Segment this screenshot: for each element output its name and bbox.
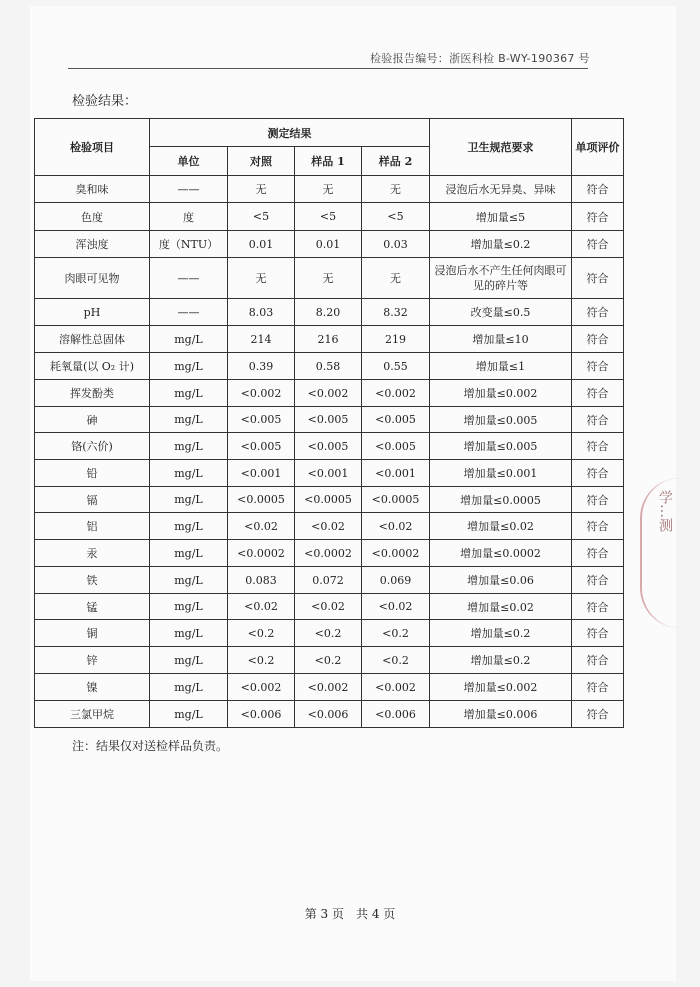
- cell-sample-1-value: 无: [295, 176, 362, 203]
- cell-evaluation: 符合: [572, 407, 624, 433]
- cell-control-value: <5: [228, 203, 295, 231]
- header-rule: [68, 68, 588, 69]
- cell-standard: 浸泡后水无异臭、异味: [430, 176, 572, 203]
- cell-unit: mg/L: [150, 487, 228, 513]
- section-title: 检验结果：: [72, 94, 138, 109]
- cell-evaluation: 符合: [572, 540, 624, 567]
- cell-evaluation: 符合: [572, 701, 624, 728]
- cell-sample-2-value: <0.2: [362, 620, 430, 647]
- cell-standard: 增加量≤0.02: [430, 513, 572, 540]
- header-sample-1: 样品 1: [295, 147, 362, 176]
- cell-standard: 改变量≤0.5: [430, 299, 572, 326]
- table-row: [35, 353, 624, 380]
- cell-control-value: <0.02: [228, 513, 295, 540]
- cell-item-name: 锰: [35, 594, 150, 620]
- cell-unit: mg/L: [150, 407, 228, 433]
- cell-control-value: <0.2: [228, 620, 295, 647]
- cell-standard: 增加量≤0.0005: [430, 487, 572, 513]
- cell-standard: 浸泡后水不产生任何肉眼可见的碎片等: [430, 258, 572, 299]
- cell-sample-1-value: 8.20: [295, 299, 362, 326]
- cell-unit: mg/L: [150, 540, 228, 567]
- cell-control-value: 0.39: [228, 353, 295, 380]
- cell-standard: 增加量≤1: [430, 353, 572, 380]
- cell-item-name: 浑浊度: [35, 231, 150, 258]
- cell-unit: ——: [150, 258, 228, 299]
- cell-item-name: pH: [35, 299, 150, 326]
- cell-evaluation: 符合: [572, 620, 624, 647]
- cell-unit: mg/L: [150, 674, 228, 701]
- cell-sample-1-value: <0.006: [295, 701, 362, 728]
- cell-item-name: 汞: [35, 540, 150, 567]
- note: 注：结果仅对送检样品负责。: [72, 739, 229, 753]
- cell-sample-1-value: <0.001: [295, 460, 362, 487]
- cell-sample-2-value: <5: [362, 203, 430, 231]
- cell-sample-2-value: 0.069: [362, 567, 430, 594]
- cell-control-value: <0.001: [228, 460, 295, 487]
- cell-item-name: 铜: [35, 620, 150, 647]
- cell-standard: 增加量≤0.0002: [430, 540, 572, 567]
- stamp-text: 学…测: [657, 490, 673, 532]
- cell-item-name: 臭和味: [35, 176, 150, 203]
- cell-item-name: 镉: [35, 487, 150, 513]
- header-results: 测定结果: [150, 119, 430, 147]
- results-table: [34, 118, 624, 728]
- cell-control-value: 无: [228, 176, 295, 203]
- cell-sample-1-value: 0.58: [295, 353, 362, 380]
- cell-unit: 度（NTU）: [150, 231, 228, 258]
- cell-sample-2-value: <0.002: [362, 380, 430, 407]
- cell-control-value: <0.002: [228, 380, 295, 407]
- header-item: 检验项目: [35, 119, 150, 176]
- cell-standard: 增加量≤0.06: [430, 567, 572, 594]
- cell-standard: 增加量≤0.001: [430, 460, 572, 487]
- cell-unit: ——: [150, 176, 228, 203]
- cell-sample-1-value: <5: [295, 203, 362, 231]
- cell-item-name: 铬(六价): [35, 433, 150, 460]
- table-row: [35, 433, 624, 460]
- cell-sample-1-value: <0.2: [295, 647, 362, 674]
- table-row: [35, 540, 624, 567]
- cell-sample-1-value: 0.072: [295, 567, 362, 594]
- cell-control-value: 0.083: [228, 567, 295, 594]
- cell-item-name: 铝: [35, 513, 150, 540]
- cell-sample-1-value: <0.005: [295, 407, 362, 433]
- cell-sample-2-value: 0.03: [362, 231, 430, 258]
- table-row: [35, 647, 624, 674]
- cell-control-value: <0.0002: [228, 540, 295, 567]
- cell-item-name: 铁: [35, 567, 150, 594]
- cell-unit: mg/L: [150, 647, 228, 674]
- cell-evaluation: 符合: [572, 513, 624, 540]
- cell-control-value: 8.03: [228, 299, 295, 326]
- cell-standard: 增加量≤10: [430, 326, 572, 353]
- cell-sample-1-value: <0.2: [295, 620, 362, 647]
- cell-sample-2-value: <0.002: [362, 674, 430, 701]
- cell-sample-1-value: <0.02: [295, 513, 362, 540]
- cell-evaluation: 符合: [572, 299, 624, 326]
- header-standard: 卫生规范要求: [430, 119, 572, 176]
- table-row: [35, 620, 624, 647]
- cell-sample-2-value: <0.005: [362, 433, 430, 460]
- cell-evaluation: 符合: [572, 487, 624, 513]
- cell-evaluation: 符合: [572, 460, 624, 487]
- cell-control-value: 214: [228, 326, 295, 353]
- cell-item-name: 溶解性总固体: [35, 326, 150, 353]
- cell-unit: mg/L: [150, 326, 228, 353]
- cell-sample-1-value: 216: [295, 326, 362, 353]
- cell-sample-2-value: 无: [362, 176, 430, 203]
- cell-sample-1-value: <0.002: [295, 380, 362, 407]
- cell-evaluation: 符合: [572, 647, 624, 674]
- cell-sample-2-value: <0.0002: [362, 540, 430, 567]
- cell-standard: 增加量≤0.005: [430, 407, 572, 433]
- table-row: [35, 407, 624, 433]
- cell-sample-2-value: 8.32: [362, 299, 430, 326]
- cell-sample-2-value: <0.2: [362, 647, 430, 674]
- cell-item-name: 三氯甲烷: [35, 701, 150, 728]
- header-unit: 单位: [150, 147, 228, 176]
- cell-sample-2-value: <0.005: [362, 407, 430, 433]
- cell-evaluation: 符合: [572, 380, 624, 407]
- table-row: [35, 380, 624, 407]
- cell-sample-2-value: 无: [362, 258, 430, 299]
- table-row: [35, 513, 624, 540]
- cell-evaluation: 符合: [572, 433, 624, 460]
- page-footer: 第 3 页 共 4 页: [304, 907, 396, 921]
- cell-sample-1-value: <0.0005: [295, 487, 362, 513]
- cell-control-value: <0.02: [228, 594, 295, 620]
- cell-standard: 增加量≤0.2: [430, 620, 572, 647]
- cell-standard: 增加量≤0.02: [430, 594, 572, 620]
- cell-item-name: 挥发酚类: [35, 380, 150, 407]
- cell-item-name: 肉眼可见物: [35, 258, 150, 299]
- cell-sample-1-value: <0.0002: [295, 540, 362, 567]
- cell-standard: 增加量≤0.2: [430, 647, 572, 674]
- cell-unit: ——: [150, 299, 228, 326]
- header-eval: 单项评价: [572, 119, 624, 176]
- cell-unit: mg/L: [150, 701, 228, 728]
- cell-evaluation: 符合: [572, 594, 624, 620]
- cell-sample-2-value: <0.006: [362, 701, 430, 728]
- table-row: [35, 326, 624, 353]
- cell-sample-2-value: <0.001: [362, 460, 430, 487]
- cell-unit: mg/L: [150, 594, 228, 620]
- header-sample-2: 样品 2: [362, 147, 430, 176]
- header-control: 对照: [228, 147, 295, 176]
- cell-sample-2-value: <0.02: [362, 594, 430, 620]
- cell-standard: 增加量≤0.002: [430, 674, 572, 701]
- cell-evaluation: 符合: [572, 353, 624, 380]
- table-row: [35, 567, 624, 594]
- cell-unit: mg/L: [150, 353, 228, 380]
- cell-control-value: <0.005: [228, 407, 295, 433]
- cell-evaluation: 符合: [572, 203, 624, 231]
- cell-sample-1-value: <0.005: [295, 433, 362, 460]
- cell-item-name: 铅: [35, 460, 150, 487]
- table-row: [35, 176, 624, 203]
- cell-sample-2-value: <0.0005: [362, 487, 430, 513]
- table-row: [35, 299, 624, 326]
- table-row: [35, 258, 624, 299]
- cell-unit: mg/L: [150, 620, 228, 647]
- table-row: [35, 460, 624, 487]
- table-row: [35, 487, 624, 513]
- cell-sample-1-value: 0.01: [295, 231, 362, 258]
- cell-evaluation: 符合: [572, 258, 624, 299]
- cell-sample-2-value: 219: [362, 326, 430, 353]
- cell-sample-1-value: <0.002: [295, 674, 362, 701]
- table-row: [35, 203, 624, 231]
- cell-standard: 增加量≤0.006: [430, 701, 572, 728]
- cell-evaluation: 符合: [572, 674, 624, 701]
- cell-item-name: 镍: [35, 674, 150, 701]
- cell-standard: 增加量≤0.2: [430, 231, 572, 258]
- cell-unit: mg/L: [150, 567, 228, 594]
- cell-unit: mg/L: [150, 433, 228, 460]
- cell-unit: 度: [150, 203, 228, 231]
- cell-control-value: <0.005: [228, 433, 295, 460]
- cell-unit: mg/L: [150, 460, 228, 487]
- cell-standard: 增加量≤5: [430, 203, 572, 231]
- cell-item-name: 锌: [35, 647, 150, 674]
- cell-standard: 增加量≤0.005: [430, 433, 572, 460]
- table-row: [35, 674, 624, 701]
- cell-sample-1-value: 无: [295, 258, 362, 299]
- cell-control-value: <0.2: [228, 647, 295, 674]
- cell-evaluation: 符合: [572, 326, 624, 353]
- cell-sample-2-value: 0.55: [362, 353, 430, 380]
- table-row: [35, 231, 624, 258]
- table-row: [35, 594, 624, 620]
- cell-control-value: 0.01: [228, 231, 295, 258]
- cell-evaluation: 符合: [572, 231, 624, 258]
- cell-evaluation: 符合: [572, 567, 624, 594]
- cell-unit: mg/L: [150, 513, 228, 540]
- cell-control-value: 无: [228, 258, 295, 299]
- cell-control-value: <0.0005: [228, 487, 295, 513]
- cell-control-value: <0.006: [228, 701, 295, 728]
- cell-control-value: <0.002: [228, 674, 295, 701]
- cell-item-name: 耗氧量(以 O₂ 计): [35, 353, 150, 380]
- cell-item-name: 色度: [35, 203, 150, 231]
- cell-sample-1-value: <0.02: [295, 594, 362, 620]
- report-number: 检验报告编号：浙医科检 B-WY-190367 号: [370, 52, 590, 65]
- cell-evaluation: 符合: [572, 176, 624, 203]
- cell-sample-2-value: <0.02: [362, 513, 430, 540]
- cell-standard: 增加量≤0.002: [430, 380, 572, 407]
- cell-unit: mg/L: [150, 380, 228, 407]
- results-body: [35, 176, 624, 728]
- cell-item-name: 砷: [35, 407, 150, 433]
- table-row: [35, 701, 624, 728]
